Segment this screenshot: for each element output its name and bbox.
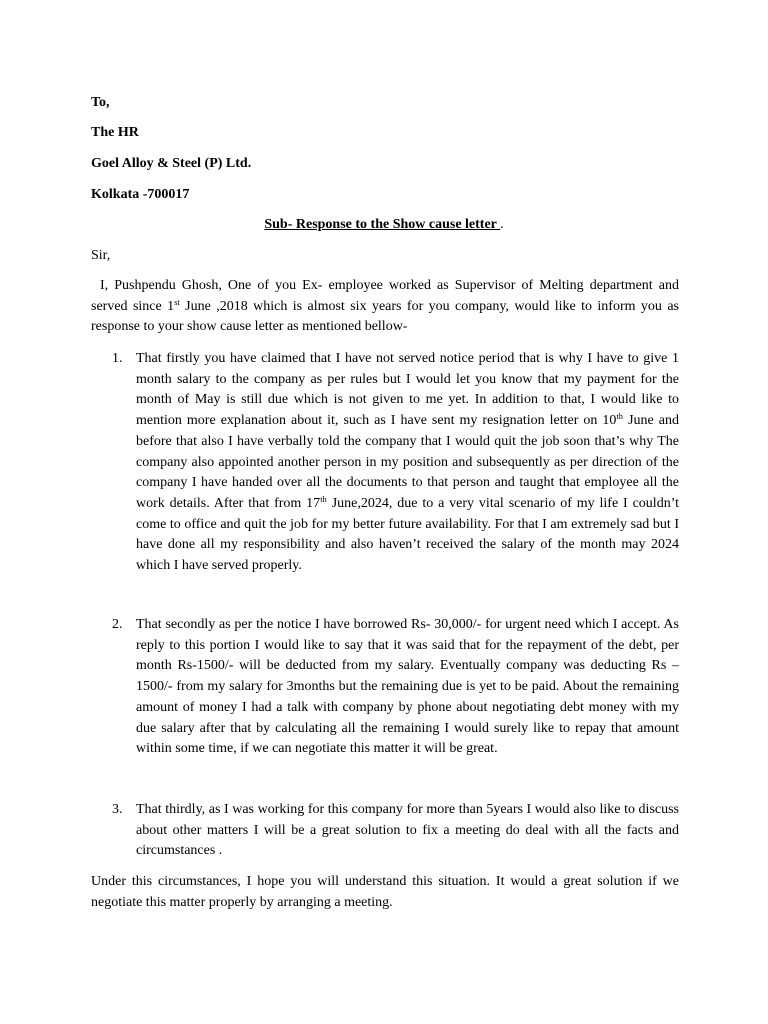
- point-1-part-3: June,2024, due to a very vital scenario of my life I couldn’t come to office and quit the job for my better future availability. For that I am extremely sad but I have done all my responsibility and also haven’t received the salary of the month may 2024 which I have served properly.: [136, 495, 679, 574]
- subject-trailing: .: [500, 217, 504, 232]
- point-2-text: That secondly as per the notice I have borrowed Rs- 30,000/- for urgent need which I accept. As reply to this portion I would like to say that it was said that for the repayment of the debt, per month Rs-1500/- will be deducted from my salary. Eventually company was deducting Rs – 1500/- from my salary for 3months but the remaining due is yet to be paid. About the remaining amount of money I had a talk with company by phone about negotiating debt money with my due salary after that by calculating all the remaining I would surely like to repay that amount within some time, if we can negotiate this matter it will be great.: [136, 617, 679, 757]
- point-3-number: 3.: [112, 802, 123, 817]
- point-2-number: 2.: [112, 617, 123, 632]
- subject-line: [0, 216, 768, 234]
- point-1-sup-2: th: [320, 493, 327, 504]
- to-line: To,: [91, 95, 110, 110]
- intro-sup: st: [174, 296, 180, 307]
- point-1-part-2: June and before that also I have verbally told the company that I would quit the job soon that’s why The company also appointed another person in my position and subsequently as per direction of the company I have handed over all the documents to that person and taught that employee all the work details. After that from 17: [136, 413, 679, 511]
- recipient-city: Kolkata -700017: [91, 187, 190, 202]
- point-1-part-1: That firstly you have claimed that I have not served notice period that is why I have to give 1 month salary to the company as per rules but I would let you know that my payment for the month of May is still due which is not given to me yet. In addition to that, I would like to mention more explanation about it, such as I have sent my resignation letter on 10: [136, 351, 679, 429]
- recipient-company: Goel Alloy & Steel (P) Ltd.: [91, 156, 252, 171]
- point-1-sup-1: th: [616, 411, 624, 422]
- closing-paragraph: Under this circumstances, I hope you will understand this situation. It would a great solution if we negotiate this matter properly by arranging a meeting.: [91, 874, 679, 910]
- point-1-number: 1.: [112, 351, 123, 366]
- point-3-text: That thirdly, as I was working for this company for more than 5years I would also like to discuss about other matters I will be a great solution to fix a meeting do deal with all the facts and circumstances .: [136, 802, 679, 859]
- intro-text-2: June ,2018 which is almost six years for you company, would like to inform you as response to your show cause letter as mentioned bellow-: [91, 298, 679, 335]
- intro-paragraph: [91, 276, 679, 338]
- recipient-title: The HR: [91, 125, 139, 140]
- salutation: Sir,: [91, 248, 111, 263]
- subject-text: Sub- Response to the Show cause letter: [264, 217, 501, 232]
- intro-text-1: I, Pushpendu Ghosh, One of you Ex- employee worked as Supervisor of Melting department and served since 1: [91, 278, 679, 314]
- point-1-text: [136, 349, 679, 577]
